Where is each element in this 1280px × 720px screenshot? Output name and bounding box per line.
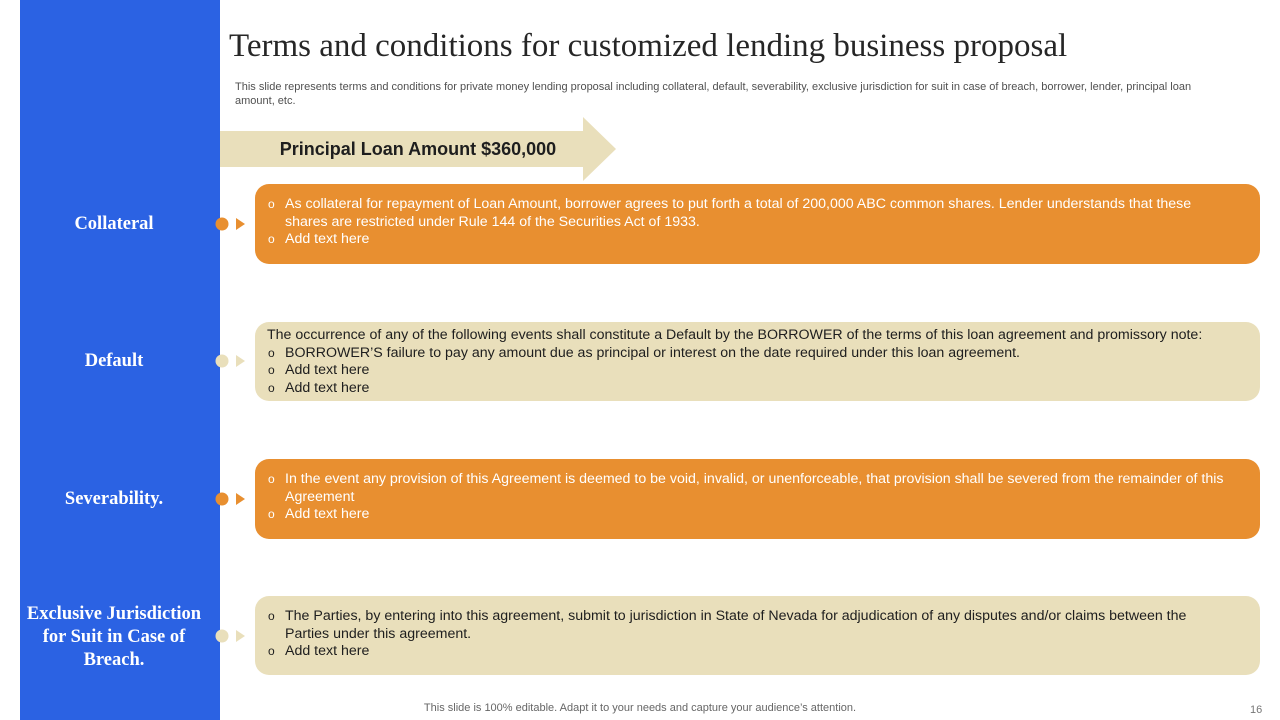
list-item: o The Parties, by entering into this agreement, submit to jurisdiction in State of Nevada for adjudication of any disputes and/or claims between the Parties under this agreement. bbox=[267, 608, 1234, 643]
principal-amount-banner bbox=[220, 117, 616, 181]
section-box-default bbox=[255, 322, 1260, 401]
section-box-collateral bbox=[255, 184, 1260, 264]
connector-icon-severability bbox=[215, 491, 249, 507]
slide-subtitle: This slide represents terms and conditions for private money lending proposal including collateral, default, severability, exclusive jurisdiction for suit in case of breach, borrower, lender, principal loan amount, etc. bbox=[235, 81, 1192, 107]
connector-icon-default bbox=[215, 353, 249, 369]
section-label-collateral: Collateral bbox=[74, 213, 154, 234]
section-label-jurisdiction: Exclusive Jurisdiction for Suit in Case of Breach. bbox=[26, 603, 202, 670]
list-item: o Add text here bbox=[267, 231, 1234, 249]
connector-icon-jurisdiction bbox=[215, 628, 249, 644]
list-item: o Add text here bbox=[267, 362, 1234, 380]
list-item: o Add text here bbox=[267, 380, 1234, 398]
list-item: o Add text here bbox=[267, 643, 1234, 661]
section-label-default: Default bbox=[84, 350, 144, 371]
banner-text: Principal Loan Amount $360,000 bbox=[279, 138, 557, 159]
section-box-jurisdiction bbox=[255, 596, 1260, 675]
connector-icon-collateral bbox=[215, 216, 249, 232]
page-number: 16 bbox=[1250, 704, 1263, 716]
list-item: o As collateral for repayment of Loan Amount, borrower agrees to put forth a total of 200,000 ABC common shares. Lender understands that these shares are restricted under Rule 144 of the Securities Act of 1933. bbox=[267, 196, 1234, 231]
section-label-severability: Severability. bbox=[64, 488, 164, 509]
footer-text: This slide is 100% editable. Adapt it to your needs and capture your audience’s attention. bbox=[423, 702, 857, 714]
section-box-severability bbox=[255, 459, 1260, 539]
list-item: o BORROWER’S failure to pay any amount due as principal or interest on the date required under this loan agreement. bbox=[267, 345, 1234, 363]
section-intro: The occurrence of any of the following events shall constitute a Default by the BORROWER of the terms of this loan agreement and promissory note: bbox=[267, 327, 1203, 343]
footer-note bbox=[0, 702, 1280, 714]
slide-title: Terms and conditions for customized lending business proposal bbox=[229, 28, 1068, 64]
list-item: o In the event any provision of this Agreement is deemed to be void, invalid, or unenforceable, that provision shall be severed from the remainder of this Agreement bbox=[267, 471, 1234, 506]
list-item: o Add text here bbox=[267, 506, 1234, 524]
